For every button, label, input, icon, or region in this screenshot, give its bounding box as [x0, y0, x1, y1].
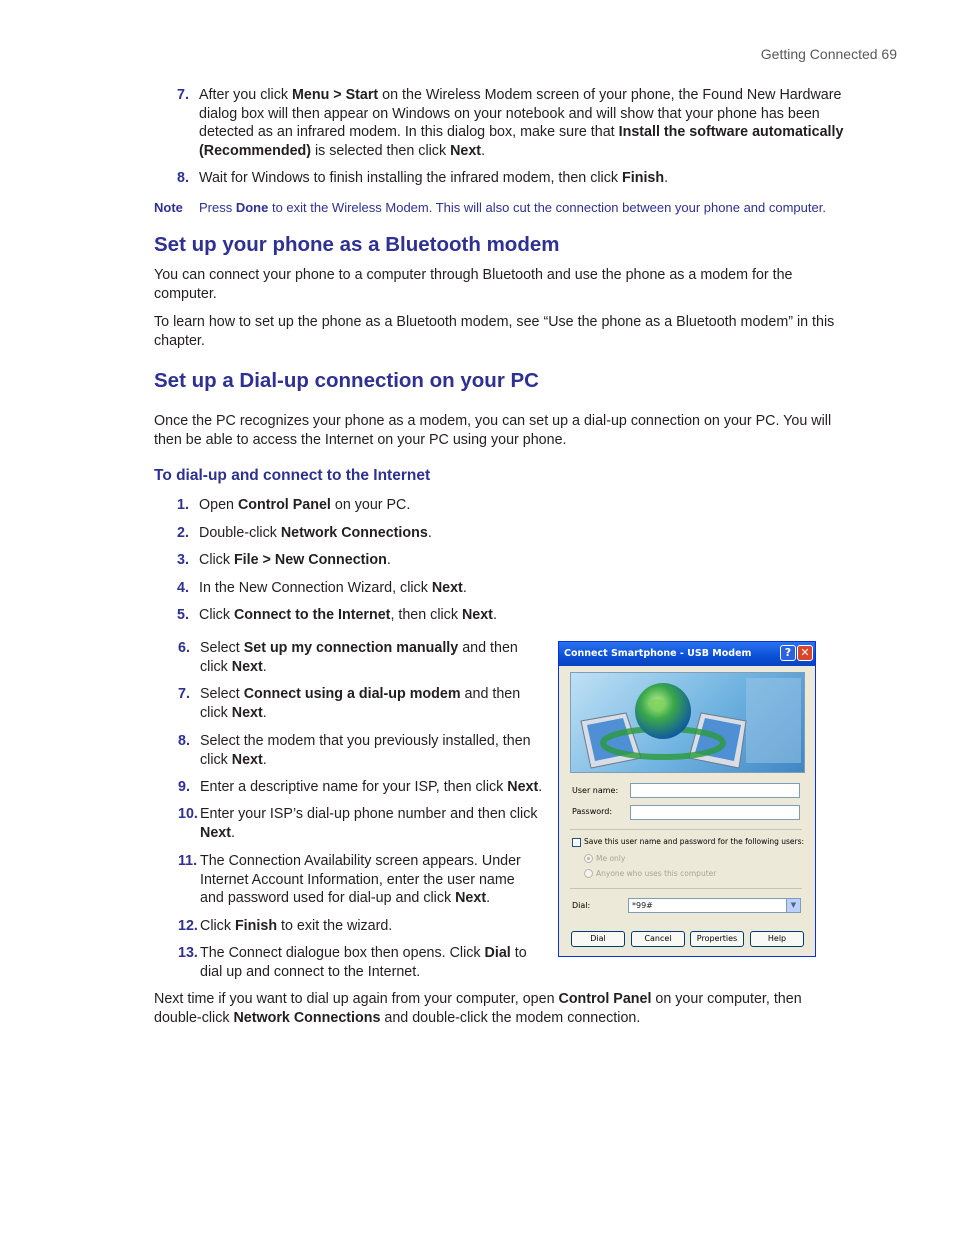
ui-term: Network Connections: [280, 525, 428, 541]
step-text: [200, 732, 548, 769]
step-number: 1.: [177, 497, 189, 513]
text: dial up and connect to the Internet.: [200, 963, 421, 980]
text: click: [200, 658, 232, 675]
help-title-button[interactable]: ?: [780, 645, 796, 661]
text: Wait for Windows to finish installing the infrared modem, then click: [199, 170, 622, 186]
ui-term: Connect using a dial-up modem: [243, 686, 461, 702]
radio-me-only[interactable]: [584, 854, 593, 863]
ui-term: Install the software automatically: [618, 124, 844, 141]
bluetooth-paragraph-1: [154, 266, 854, 303]
username-label: User name:: [572, 786, 619, 795]
text: Internet Account Information, enter the user name: [200, 871, 515, 888]
subheading-dialup: To dial-up and connect to the Internet: [154, 467, 431, 484]
text: .: [262, 658, 267, 675]
step-number: 10.: [178, 806, 198, 822]
chevron-down-icon[interactable]: ▼: [786, 899, 800, 912]
step-text: [199, 169, 867, 188]
text: Select: [200, 640, 244, 656]
step-number: 6.: [178, 640, 190, 656]
text: click: [200, 751, 232, 768]
ui-term: Dial: [484, 945, 511, 961]
step-number: 7.: [178, 686, 190, 702]
step-number: 8.: [177, 170, 189, 186]
ui-term: Finish: [234, 918, 278, 934]
dialog-titlebar[interactable]: [559, 642, 815, 666]
text: To learn how to set up the phone as a Bluetooth modem, see “Use the phone as a Bluetooth modem” in this: [154, 314, 835, 330]
ui-term: (Recommended): [199, 142, 312, 159]
step-text: [199, 579, 467, 598]
close-title-button[interactable]: ✕: [797, 645, 813, 661]
step-text: [199, 496, 410, 515]
text: to exit the Wireless Modem. This will also cut the connection between your phone and computer.: [268, 200, 826, 215]
radio-me-only-label: Me only: [596, 854, 626, 863]
connect-dialog: [558, 641, 816, 957]
text: dialog box will then appear on Windows on your notebook and will show that your phone has been: [199, 105, 820, 122]
text: is selected then click: [311, 142, 451, 159]
dial-label: Dial:: [572, 901, 591, 910]
step-text: [200, 944, 548, 981]
text: to: [510, 945, 527, 961]
closing-paragraph: [154, 990, 874, 1027]
step-number: 11.: [178, 853, 198, 869]
text: to exit the wizard.: [277, 918, 393, 934]
step-text: [200, 805, 548, 842]
text: detected as an infrared modem. In this dialog box, make sure that: [199, 124, 619, 141]
step-text: [199, 551, 391, 570]
step-text: [200, 778, 548, 797]
divider: [570, 829, 802, 830]
ui-term: Control Panel: [558, 991, 652, 1007]
username-input[interactable]: [630, 783, 800, 798]
step-text: [199, 86, 867, 160]
ui-term: Next: [431, 580, 463, 596]
ui-term: Done: [235, 200, 269, 215]
text: .: [427, 525, 432, 541]
running-header: Getting Connected 69: [760, 46, 897, 62]
ui-term: Control Panel: [237, 497, 331, 513]
step-number: 12.: [178, 918, 198, 934]
text: You can connect your phone to a computer through Bluetooth and use the phone as a modem for the: [154, 267, 793, 283]
text: and double-click the modem connection.: [380, 1009, 641, 1026]
step-number: 13.: [178, 945, 198, 961]
save-credentials-label: Save this user name and password for the following users:: [584, 837, 805, 846]
ui-term: Next: [200, 824, 231, 841]
properties-button[interactable]: Properties: [690, 931, 744, 947]
step-number: 7.: [177, 87, 189, 103]
text: .: [664, 170, 669, 186]
step-text: [200, 639, 548, 676]
text: .: [481, 142, 486, 159]
password-input[interactable]: [630, 805, 800, 820]
text: .: [462, 580, 467, 596]
divider: [570, 888, 802, 889]
text: chapter.: [154, 332, 205, 349]
ui-term: File > New Connection: [233, 552, 387, 568]
dial-number-select[interactable]: [628, 898, 801, 913]
text: Double-click: [199, 525, 281, 541]
text: .: [386, 552, 391, 568]
save-credentials-checkbox[interactable]: [572, 838, 581, 847]
password-label: Password:: [572, 807, 613, 816]
step-number: 9.: [178, 779, 190, 795]
text: , then click: [390, 607, 462, 623]
radio-anyone-label: Anyone who uses this computer: [596, 869, 717, 878]
text: .: [262, 704, 267, 721]
bluetooth-paragraph-2: [154, 313, 854, 350]
network-banner-image: [570, 672, 805, 773]
text: The Connection Availability screen appears. Under: [200, 853, 521, 869]
step-text: [200, 685, 548, 722]
dial-number-value: *99#: [632, 901, 653, 910]
ui-term: Menu > Start: [291, 87, 379, 103]
ui-term: Set up my connection manually: [243, 640, 459, 656]
text: .: [492, 607, 497, 623]
text: Next time if you want to dial up again from your computer, open: [154, 991, 559, 1007]
ui-term: Next: [231, 751, 263, 768]
ui-term: Connect to the Internet: [233, 607, 391, 623]
ui-term: Next: [450, 142, 482, 159]
ui-term: Next: [231, 658, 263, 675]
step-number: 2.: [177, 525, 189, 541]
ui-term: Finish: [622, 170, 665, 186]
text: on your computer, then: [651, 991, 802, 1007]
radio-anyone[interactable]: [584, 869, 593, 878]
text: on your PC.: [330, 497, 411, 513]
text: .: [262, 751, 267, 768]
step-text: [199, 606, 497, 625]
ui-term: Network Connections: [233, 1009, 381, 1026]
text: Click: [199, 552, 234, 568]
cancel-button[interactable]: Cancel: [631, 931, 685, 947]
ui-term: Next: [461, 607, 493, 623]
heading-dialup: Set up a Dial-up connection on your PC: [154, 369, 539, 392]
ui-term: Next: [231, 704, 263, 721]
text: then be able to access the Internet on your PC using your phone.: [154, 431, 567, 448]
step-number: 3.: [177, 552, 189, 568]
text: Select: [200, 686, 244, 702]
text: The Connect dialogue box then opens. Click: [200, 945, 485, 961]
note-label: Note: [154, 200, 183, 215]
dial-button[interactable]: Dial: [571, 931, 625, 947]
text: double-click: [154, 1009, 234, 1026]
text: and password used for dial-up and click: [200, 890, 456, 907]
text: on the Wireless Modem screen of your phone, the Found New Hardware: [378, 87, 842, 103]
ui-term: Next: [507, 779, 539, 795]
text: Press: [199, 200, 236, 215]
text: computer.: [154, 285, 217, 302]
help-button[interactable]: Help: [750, 931, 804, 947]
text: .: [538, 779, 543, 795]
text: Click: [200, 918, 235, 934]
text: click: [200, 704, 232, 721]
text: Enter a descriptive name for your ISP, then click: [200, 779, 508, 795]
step-text: [200, 852, 548, 908]
text: and then: [458, 640, 518, 656]
text: .: [486, 890, 491, 907]
text: Click: [199, 607, 234, 623]
text: After you click: [199, 87, 292, 103]
step-number: 4.: [177, 580, 189, 596]
text: Select the modem that you previously installed, then: [200, 733, 531, 749]
dialog-title: Connect Smartphone - USB Modem: [564, 648, 752, 659]
text: Open: [199, 497, 238, 513]
text: Once the PC recognizes your phone as a modem, you can set up a dial-up connection on your PC. You will: [154, 413, 832, 429]
step-text: [199, 524, 432, 543]
step-text: [200, 917, 548, 936]
note-text: [199, 200, 826, 215]
dialup-paragraph: [154, 412, 854, 449]
text: .: [231, 824, 235, 841]
text: Enter your ISP’s dial-up phone number and then click: [200, 806, 538, 822]
text: and then: [460, 686, 521, 702]
ui-term: Next: [455, 890, 487, 907]
heading-bluetooth: Set up your phone as a Bluetooth modem: [154, 233, 560, 256]
step-number: 5.: [177, 607, 189, 623]
step-number: 8.: [178, 733, 190, 749]
globe-laptops-icon: [571, 673, 804, 772]
text: In the New Connection Wizard, click: [199, 580, 432, 596]
